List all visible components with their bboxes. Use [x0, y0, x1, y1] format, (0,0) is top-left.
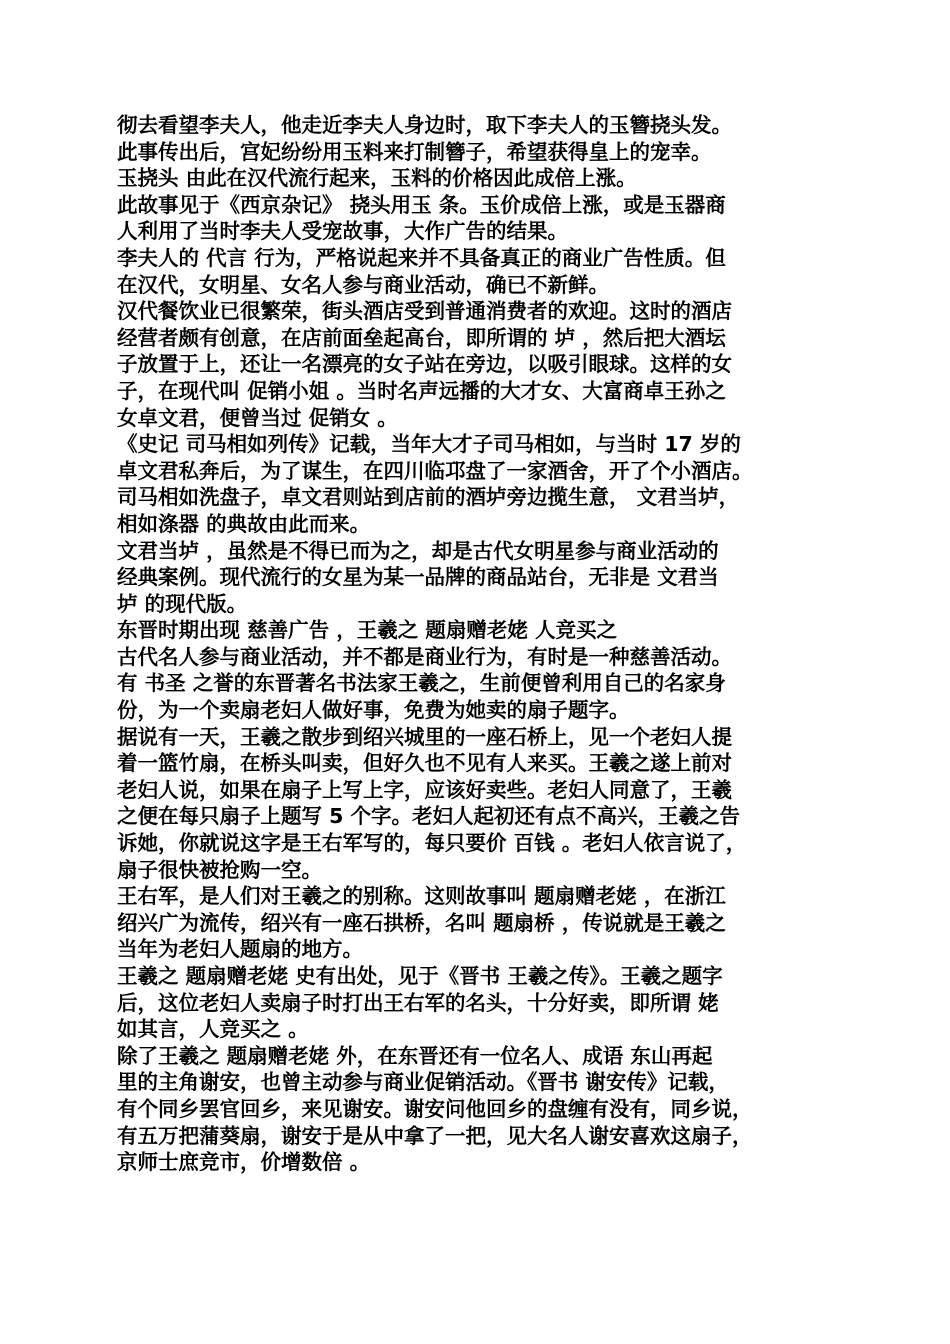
text-line: 绍兴广为流传，绍兴有一座石拱桥，名叫 题扇桥 ，传说就是王羲之 [117, 910, 726, 935]
text-line: 着一篮竹扇，在桥头叫卖，但好久也不见有人来买。王羲之遂上前对 [117, 751, 732, 776]
text-line: 彻去看望李夫人，他走近李夫人身边时，取下李夫人的玉簪挠头发。 [117, 113, 732, 137]
text-line: 当年为老妇人题扇的地方。 [117, 937, 363, 962]
text-line: 份，为一个卖扇老妇人做好事，免费为她卖的扇子题字。 [117, 698, 630, 723]
text-line: 垆 的现代版。 [117, 591, 248, 616]
text-line: 东晋时期出现 慈善广告 ，王羲之 题扇赠老姥 人竞买之 [117, 618, 618, 643]
text-line: 相如涤器 的典故由此而来。 [117, 511, 371, 536]
text-line: 经典案例。现代流行的女星为某一品牌的商品站台，无非是 文君当 [117, 565, 719, 590]
text-line: 如其言，人竞买之 。 [117, 1017, 309, 1042]
text-line: 子，在现代叫 促销小姐 。当时名声远播的大才女、大富商卓王孙之 [117, 378, 726, 403]
text-line: 汉代餐饮业已很繁荣，街头酒店受到普通消费者的欢迎。这时的酒店 [117, 299, 732, 324]
text-line: 子放置于上，还让一名漂亮的女子站在旁边，以吸引眼球。这样的女 [117, 352, 732, 377]
text-line: 有五万把蒲葵扇，谢安于是从中拿了一把，见大名人谢安喜欢这扇子， [117, 1123, 753, 1148]
text-line: 王羲之 题扇赠老姥 史有出处，见于《晋书 王羲之传》。王羲之题字 [117, 964, 723, 988]
text-line: 李夫人的 代言 行为，严格说起来并不具备真正的商业广告性质。但 [117, 245, 726, 270]
text-line: 之便在每只扇子上题写 5 个字。老妇人起初还有点不高兴，王羲之告 [117, 804, 741, 829]
text-line: 据说有一天，王羲之散步到绍兴城里的一座石桥上，见一个老妇人提 [117, 724, 732, 749]
text-line: 卓文君私奔后，为了谋生，在四川临邛盘了一家酒舍，开了个小酒店。 [117, 458, 753, 483]
text-line: 京师士庶竞市，价增数倍 。 [117, 1150, 371, 1175]
text-line: 经营者颇有创意，在店前面垒起高台，即所谓的 垆 ，然后把大酒坛 [117, 325, 726, 350]
text-line: 王右军，是人们对王羲之的别称。这则故事叫 题扇赠老姥 ，在浙江 [117, 884, 726, 909]
text-line: 有 书圣 之誉的东晋著名书法家王羲之，生前便曾利用自己的名家身 [117, 671, 726, 696]
text-line: 此事传出后，宫妃纷纷用玉料来打制簪子，希望获得皇上的宠幸。 [117, 139, 712, 164]
text-line: 在汉代，女明星、女名人参与商业活动，确已不新鲜。 [117, 272, 609, 297]
text-line: 除了王羲之 题扇赠老姥 外，在东晋还有一位名人、成语 东山再起 [117, 1043, 713, 1068]
text-line: 诉她，你就说这字是王右军写的，每只要价 百钱 。老妇人依言说了， [117, 831, 747, 856]
text-line: 司马相如洗盘子，卓文君则站到店前的酒垆旁边揽生意， 文君当垆， [117, 485, 740, 510]
text-line: 人利用了当时李夫人受宠故事，大作广告的结果。 [117, 219, 568, 244]
text-line: 有个同乡罢官回乡，来见谢安。谢安问他回乡的盘缠有没有，同乡说， [117, 1096, 753, 1121]
text-line: 此故事见于《西京杂记》 挠头用玉 条。玉价成倍上涨，或是玉器商 [117, 192, 726, 217]
text-line: 玉挠头 由此在汉代流行起来，玉料的价格因此成倍上涨。 [117, 166, 637, 191]
text-line: 古代名人参与商业活动，并不都是商业行为，有时是一种慈善活动。 [117, 644, 732, 669]
text-line: 里的主角谢安，也曾主动参与商业促销活动。《晋书 谢安传》记载， [117, 1070, 729, 1095]
text-line: 老妇人说，如果在扇子上写上字，应该好卖些。老妇人同意了，王羲 [117, 777, 732, 802]
text-line: 文君当垆 ，虽然是不得已而为之，却是古代女明星参与商业活动的 [117, 538, 719, 563]
text-line: 扇子很快被抢购一空。 [117, 857, 322, 882]
text-line: 女卓文君，便曾当过 促销女 。 [117, 405, 398, 430]
text-line: 《史记 司马相如列传》记载，当年大才子司马相如，与当时 17 岁的 [117, 432, 741, 457]
text-line: 后，这位老妇人卖扇子时打出王右军的名头，十分好卖，即所谓 姥 [117, 990, 719, 1015]
document-body [117, 112, 857, 1176]
